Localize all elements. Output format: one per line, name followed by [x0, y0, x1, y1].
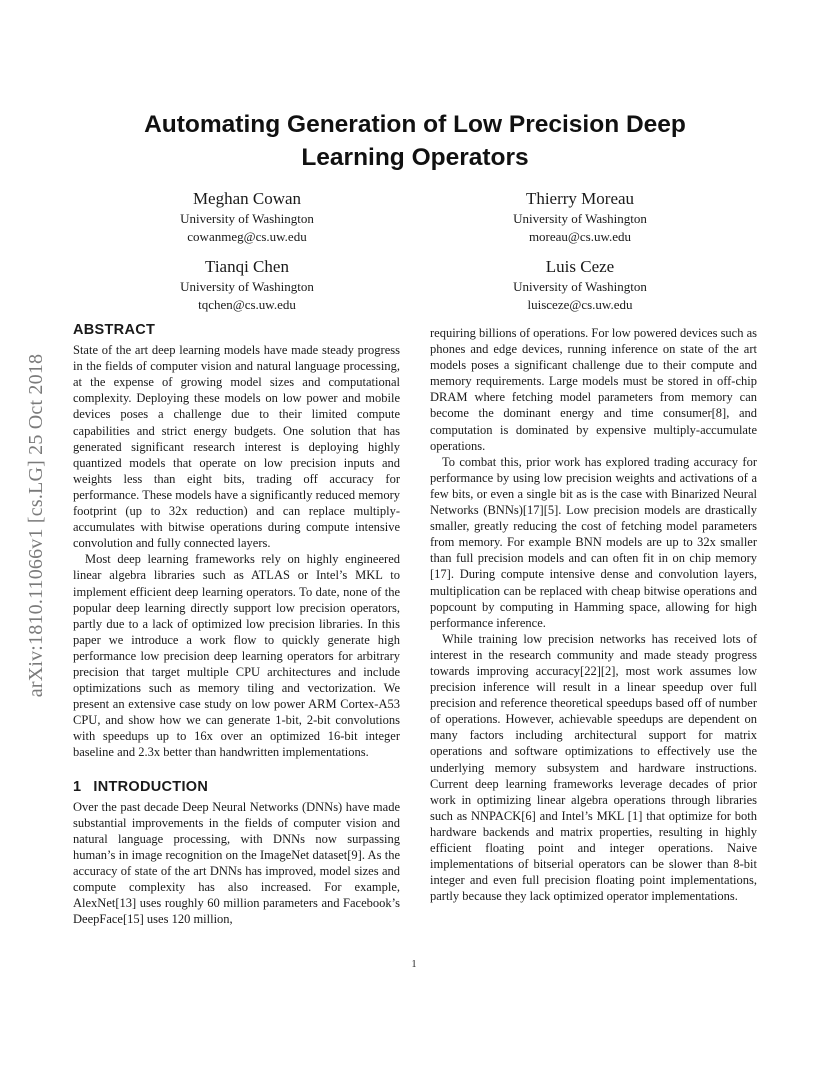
arxiv-stamp-text: arXiv:1810.11066v1 [cs.LG] 25 Oct 2018 — [25, 353, 48, 697]
intro-paragraph: While training low precision networks has received lots of interest in the research community and made steady progress towards improving accuracy[22][2], most work assumes low precision inference will result in a linear speedup over full precision and reference theoretical speedups based off of number of operations. However, achievable speedups are dependent on many factors including architectural support for matrix operations and software optimizations to effectively use the underlying memory subsystem and hardware instructions. Current deep learning frameworks leverage decades of prior work in optimizing linear algebra operations through libraries such as NNPACK[6] and Intel’s MKL [1] that optimize for both hardware backends and matrix properties, resulting in highly efficient floating point and integer operations. Naive implementations of bitserial operators can be slower than 8-bit integer and even full precision floating point implementations, partly because they lack optimized operator implementations. — [430, 631, 757, 904]
abstract-paragraph: State of the art deep learning models have made steady progress in the fields of computer vision and natural language processing, at the expense of growing model sizes and computational complexity. Deploying these models on low power and mobile devices poses a challenge due to their limited compute capabilities and strict energy budgets. One solution that has generated significant research interest is deploying highly quantized models that operate on low precision inputs and weights less than eight bits, trading off accuracy for performance. These models have a significantly reduced memory footprint (up to 32x reduction) and can replace multiply-accumulates with bitwise operations during compute intensive convolution and fully connected layers. — [73, 343, 400, 551]
author-name: Tianqi Chen — [205, 257, 289, 276]
author-name: Luis Ceze — [545, 257, 615, 276]
author-email: tqchen@cs.uw.edu — [198, 297, 296, 312]
author-name: Thierry Moreau — [525, 189, 635, 208]
section-number: 1 — [73, 778, 82, 795]
intro-paragraph: requiring billions of operations. For low powered devices such as phones and edge devices, running inference on state of the art models poses a significant challenge due to their compute and memory requirements. Large models must be stored in off-chip DRAM where fetching model parameters from memory can become the dominant energy and time consumer[8], and computation is dominated by expensive multiply-accumulate operations. — [430, 326, 758, 453]
paper-title: Automating Generation of Low Precision Deep Learning Operators — [144, 111, 686, 171]
arxiv-stamp — [22, 290, 52, 760]
left-column — [73, 322, 400, 927]
author-name: Meghan Cowan — [192, 189, 302, 208]
author-affiliation: University of Washington — [513, 279, 647, 294]
right-column — [430, 325, 757, 904]
author-block — [107, 188, 387, 246]
author-affiliation: University of Washington — [180, 211, 314, 226]
author-email: moreau@cs.uw.edu — [528, 229, 632, 244]
page-number: 1 — [411, 959, 417, 970]
section-heading — [73, 779, 400, 795]
author-block — [440, 256, 720, 314]
author-block — [107, 256, 387, 314]
intro-paragraph: To combat this, prior work has explored trading accuracy for performance by using low precision weights and activations of a few bits, or even a single bit as is the case with Binarized Neural Networks (BNNs)[17][5]. Low precision models are drastically smaller, greatly reducing the cost of fetching model parameters from memory. For example BNN models are up to 32x smaller than full precision models and can often fit in on chip memory [17]. During compute intensive dense and convolution layers, multiplication can be replaced with cheap bitwise operations and popcount by computing in Hamming space, allowing for high performance inference. — [430, 454, 757, 630]
section-title: INTRODUCTION — [93, 778, 209, 795]
author-email: luisceze@cs.uw.edu — [527, 297, 633, 312]
author-affiliation: University of Washington — [180, 279, 314, 294]
abstract-paragraph: Most deep learning frameworks rely on highly engineered linear algebra libraries such as ATLAS or Intel’s MKL to implement efficient deep learning operators. To date, none of the popular deep learning directly support low precision operators, partly due to a lack of optimized low precision libraries. In this paper we introduce a work flow to quickly generate high performance low precision deep learning operators for arbitrary precision that target multiple CPU architectures and include optimizations such as memory tiling and vectorization. We present an extensive case study on low power ARM Cortex-A53 CPU, and show how we can generate 1-bit, 2-bit convolutions with speedups up to 16x over an optimized 16-bit integer baseline and 2.3x better than handwritten implementations. — [73, 552, 400, 760]
abstract-heading: ABSTRACT — [73, 322, 156, 338]
author-block — [440, 188, 720, 246]
author-email: cowanmeg@cs.uw.edu — [187, 229, 307, 244]
author-affiliation: University of Washington — [513, 211, 647, 226]
intro-paragraph: Over the past decade Deep Neural Networks (DNNs) have made substantial improvements in the fields of computer vision and natural language processing, with DNNs now surpassing human’s in image recognition on the ImageNet dataset[9]. As the accuracy of state of the art DNNs has improved, model sizes and compute complexity has also increased. For example, AlexNet[13] uses roughly 60 million parameters and Facebook’s DeepFace[15] uses 120 million, — [73, 799, 400, 927]
